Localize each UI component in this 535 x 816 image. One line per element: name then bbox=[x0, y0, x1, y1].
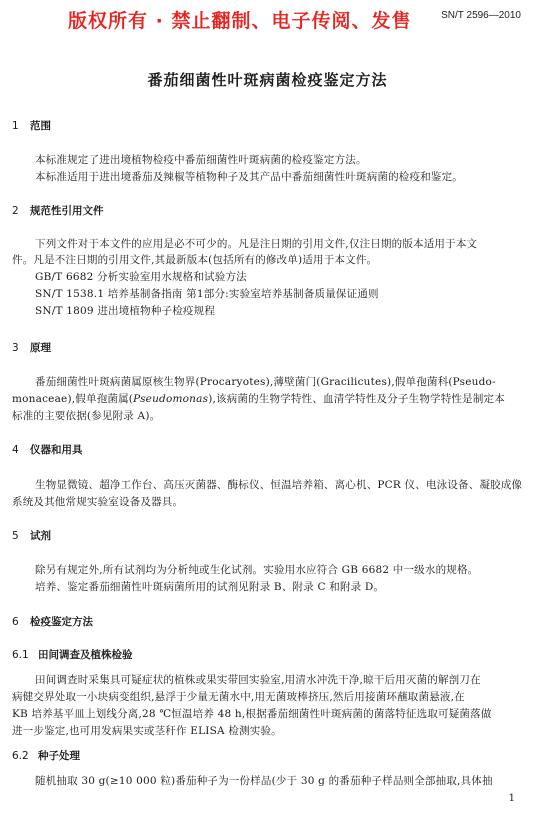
paragraph-line: KB 培养基平皿上划线分离,28 ℃恒温培养 48 h,根据番茄细菌性叶斑病菌的菌落特征选取可疑菌落做 bbox=[12, 708, 492, 720]
section-number: 2 bbox=[12, 205, 19, 217]
paragraph-line: 下列文件对于本文件的应用是必不可少的。凡是注日期的引用文件,仅注日期的版本适用于本文 bbox=[35, 238, 478, 250]
paragraph-line: 系统及其他常规实验室设备及器具。 bbox=[12, 496, 184, 508]
section-title: 试剂 bbox=[30, 530, 51, 542]
subsection-6-1-heading bbox=[12, 647, 133, 662]
paragraph-line: 标准的主要依据(参见附录 A)。 bbox=[12, 410, 161, 422]
section-4-heading bbox=[12, 442, 83, 457]
section-number: 5 bbox=[12, 530, 19, 542]
section-title: 仪器和用具 bbox=[30, 444, 83, 456]
section-2-heading bbox=[12, 203, 104, 218]
paragraph-line: 病健交界处取一小块病变组织,悬浮于少量无菌水中,用无菌玻棒挤压,然后用接菌环蘸取菌悬液,在 bbox=[12, 691, 465, 703]
paragraph-line: 进一步鉴定,也可用发病果实或茎秆作 ELISA 检测实验。 bbox=[12, 725, 282, 737]
section-number: 3 bbox=[12, 342, 19, 354]
subsection-6-2-heading bbox=[12, 748, 80, 763]
section-number: 6 bbox=[12, 616, 19, 628]
paragraph-line: 本标准适用于进出境番茄及辣椒等植物种子及其产品中番茄细菌性叶斑病菌的检疫和鉴定。 bbox=[35, 171, 463, 183]
paragraph-line: 随机抽取 30 g(≥10 000 粒)番茄种子为一份样品(少于 30 g 的番茄种子样品则全部抽取,具体抽 bbox=[35, 775, 493, 787]
reference-item: SN/T 1538.1 培养基制备指南 第1部分:实验室培养基制备质量保证通则 bbox=[35, 288, 379, 300]
reference-item: SN/T 1809 进出境植物种子检疫规程 bbox=[35, 305, 216, 317]
section-number: 6.2 bbox=[12, 750, 29, 762]
paragraph-line: 番茄细菌性叶斑病菌属原核生物界(Procaryotes),薄壁菌门(Gracilicutes),假单孢菌科(Pseudo- bbox=[35, 376, 496, 388]
section-6-heading bbox=[12, 614, 93, 629]
paragraph-line: 件。凡是不注日期的引用文件,其最新版本(包括所有的修改单)适用于本文件。 bbox=[12, 254, 378, 266]
paragraph-line bbox=[12, 391, 505, 406]
paragraph-line: 田间调查时采集具可疑症状的植株或果实带回实验室,用清水冲洗干净,晾干后用灭菌的解剖刀在 bbox=[35, 674, 481, 686]
section-number: 6.1 bbox=[12, 649, 29, 661]
reference-item: GB/T 6682 分析实验室用水规格和试验方法 bbox=[35, 271, 247, 283]
text-span: ),该病菌的生物学特性、血清学特性及分子生物学特性是制定本 bbox=[208, 393, 505, 405]
paragraph-line: 本标准规定了进出境植物检疫中番茄细菌性叶斑病菌的检疫鉴定方法。 bbox=[35, 154, 367, 166]
page-title: 番茄细菌性叶斑病菌检疫鉴定方法 bbox=[147, 71, 388, 89]
paragraph-line: 培养、鉴定番茄细菌性叶斑病菌所用的试剂见附录 B、附录 C 和附录 D。 bbox=[35, 581, 385, 593]
standard-code: SN/T 2596—2010 bbox=[441, 10, 521, 21]
page-number: 1 bbox=[508, 793, 515, 804]
section-title: 范围 bbox=[30, 120, 51, 132]
section-title: 原理 bbox=[30, 342, 51, 354]
section-title: 田间调查及植株检验 bbox=[38, 649, 133, 661]
text-span: monaceae),假单孢菌属( bbox=[12, 393, 134, 405]
section-number: 1 bbox=[12, 120, 19, 132]
copyright-watermark: 版权所有 · 禁止翻制、电子传阅、发售 bbox=[68, 10, 412, 32]
genus-name: Pseudomonas bbox=[133, 393, 209, 405]
section-title: 检疫鉴定方法 bbox=[30, 616, 93, 628]
paragraph-line: 除另有规定外,所有试剂均为分析纯或生化试剂。实验用水应符合 GB 6682 中一级水的规格。 bbox=[35, 564, 479, 576]
section-5-heading bbox=[12, 528, 51, 543]
section-title: 种子处理 bbox=[38, 750, 80, 762]
section-title: 规范性引用文件 bbox=[30, 205, 104, 217]
paragraph-line: 生物显微镜、超净工作台、高压灭菌器、酶标仪、恒温培养箱、离心机、PCR 仪、电泳设备、凝胶成像 bbox=[35, 479, 523, 491]
section-number: 4 bbox=[12, 444, 19, 456]
section-1-heading bbox=[12, 118, 51, 133]
section-3-heading bbox=[12, 340, 51, 355]
